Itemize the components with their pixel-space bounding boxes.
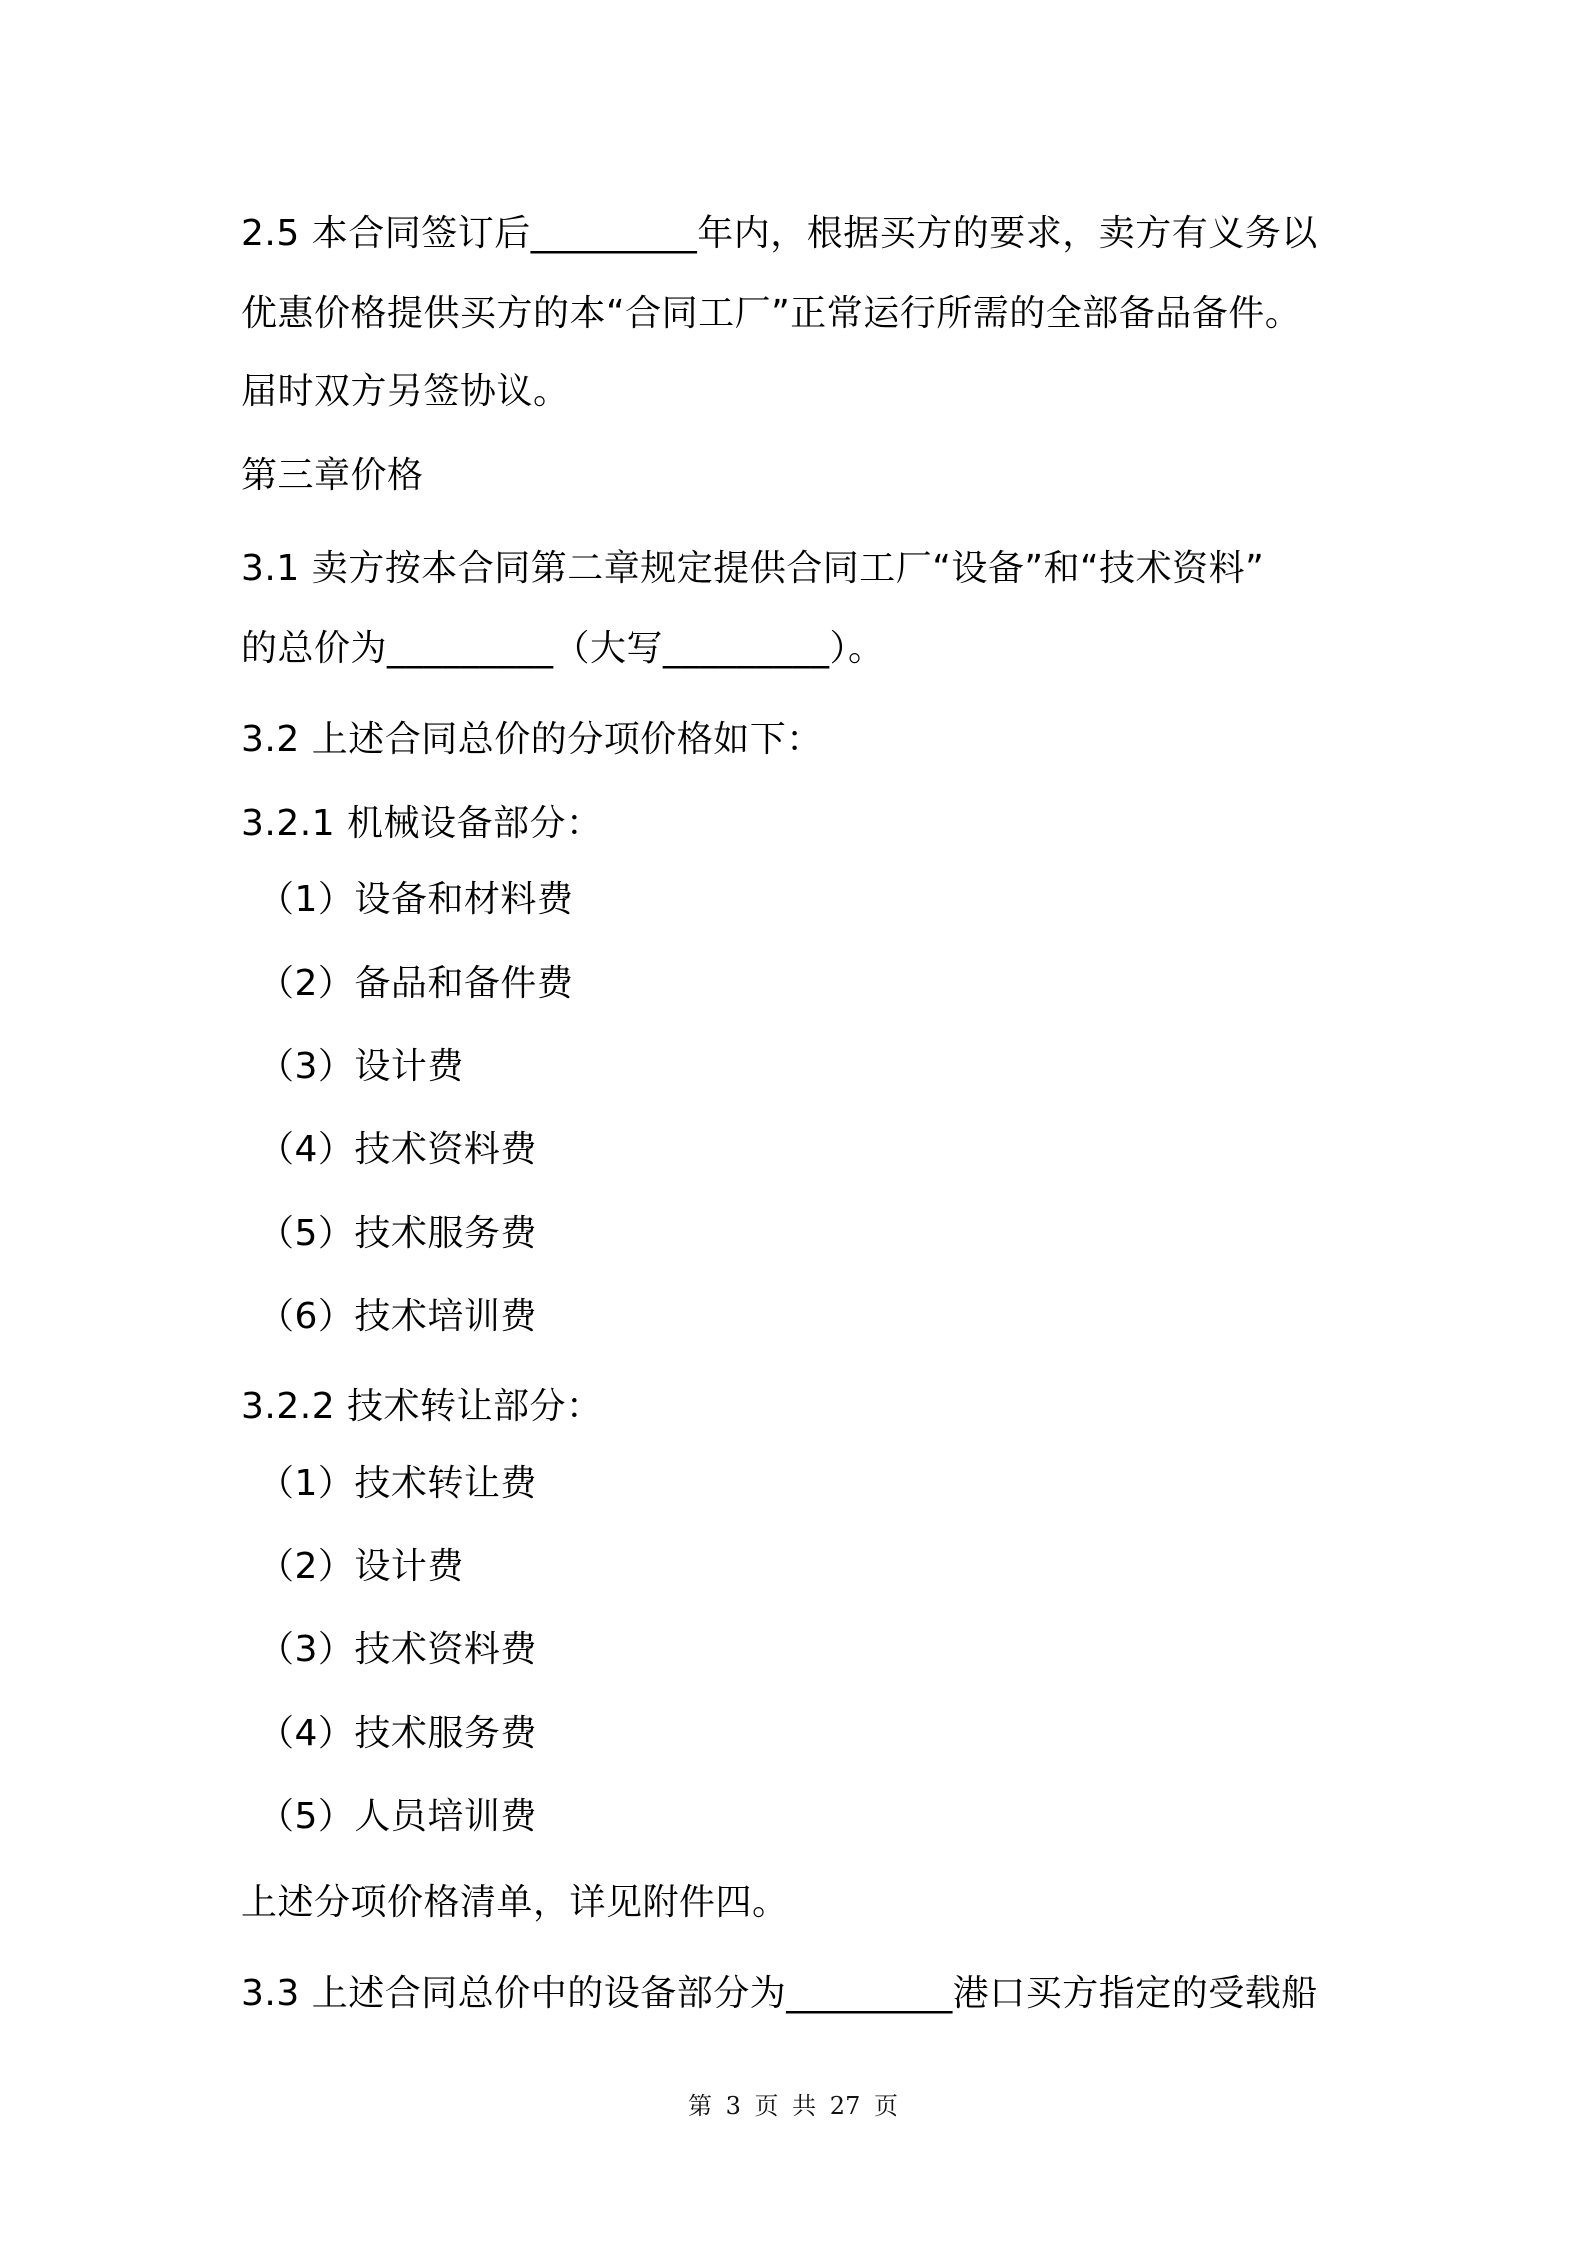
clause-3-2: 3.2 上述合同总价的分项价格如下： — [241, 719, 823, 760]
clause-3-1-line-2: 的总价为_________（大写_________）。 — [241, 628, 885, 669]
list-item-technical-services-2: （4）技术服务费 — [258, 1713, 537, 1754]
list-item-technical-services: （5）技术服务费 — [258, 1213, 537, 1254]
list-item-design-fee: （3）设计费 — [258, 1046, 464, 1087]
list-item-personnel-training: （5）人员培训费 — [258, 1796, 537, 1837]
clause-2-5-line-3: 届时双方另签协议。 — [241, 371, 570, 412]
list-item-spare-parts: （2）备品和备件费 — [258, 963, 574, 1004]
list-item-technical-documents-2: （3）技术资料费 — [258, 1629, 537, 1670]
clause-3-2-1-heading: 3.2.1 机械设备部分： — [241, 803, 603, 844]
list-item-design-fee-2: （2）设计费 — [258, 1546, 464, 1587]
list-item-technology-transfer: （1）技术转让费 — [258, 1463, 537, 1504]
list-item-technical-training: （6）技术培训费 — [258, 1296, 537, 1337]
clause-2-5-line-2: 优惠价格提供买方的本“合同工厂”正常运行所需的全部备品备件。 — [241, 293, 1302, 334]
clause-2-5-line-1: 2.5 本合同签订后_________年内，根据买方的要求，卖方有义务以 — [241, 213, 1318, 254]
clause-3-3-line-1: 3.3 上述合同总价中的设备部分为_________港口买方指定的受载船 — [241, 1973, 1318, 2014]
price-list-reference: 上述分项价格清单，详见附件四。 — [241, 1882, 789, 1923]
list-item-equipment-materials: （1）设备和材料费 — [258, 879, 574, 920]
page-number-footer: 第 3 页 共 27 页 — [688, 2092, 898, 2120]
chapter-3-heading: 第三章价格 — [241, 455, 424, 496]
clause-3-1-line-1: 3.1 卖方按本合同第二章规定提供合同工厂“设备”和“技术资料” — [241, 548, 1265, 589]
list-item-technical-documents: （4）技术资料费 — [258, 1129, 537, 1170]
clause-3-2-2-heading: 3.2.2 技术转让部分： — [241, 1386, 603, 1427]
